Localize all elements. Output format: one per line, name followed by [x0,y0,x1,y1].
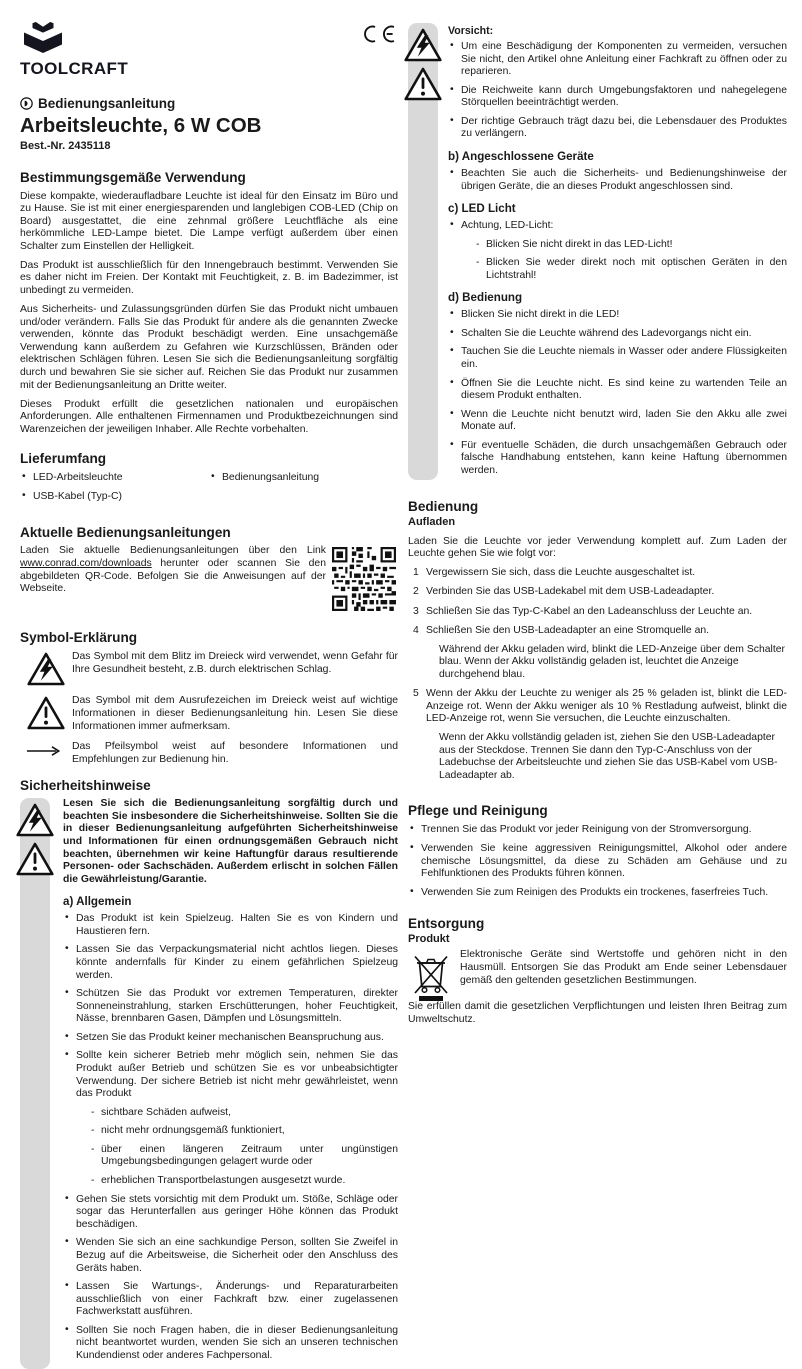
right-column [408,14,787,1033]
heading-connected-devices: b) Angeschlossene Geräte [448,150,594,164]
heading-led-light: c) LED Licht [448,202,516,216]
weee-crossed-bin-icon [408,949,460,1001]
list-item: • Gehen Sie stets vorsichtig mit dem Produkt um. Stöße, Schläge oder sogar das Herunterfallen aus geringer Höhe können das Produkt beschädigen. [63,1194,398,1232]
list-item: • Verwenden Sie keine aggressiven Reinigungsmittel, Alkohol oder andere chemische Lösungsmittel, da diese zu Schäden am Gehäuse und zu Fehlfunktionen des Produkts führen können. [408,843,787,881]
symbol-item [20,695,398,733]
caution-heading: Vorsicht: [448,25,494,37]
list-item: • Die Reichweite kann durch Umgebungsfaktoren und nahegelegene Störquellen beeinträchtigt werden. [448,85,787,110]
step-number: 1 [413,567,419,579]
list-item-text: Achtung, LED-Licht: [461,220,554,232]
list-item: • Lassen Sie das Verpackungsmaterial nicht achtlos liegen. Dieses könnte andernfalls für Kinder zu einem gefährlichen Spielzeug werden. [63,944,398,982]
list-item: • Setzen Sie das Produkt keiner mechanischen Beanspruchung aus. [63,1032,398,1045]
doc-type-label: Bedienungsanleitung [38,96,176,111]
qr-code [332,547,396,611]
step-item [408,567,787,580]
step-number: 2 [413,586,419,598]
step-text-inline: Wenn der Akku der Leuchte zu weniger als 25 % geladen ist, blinkt die LED-Anzeige rot. Wenn der Akku weniger als 10 % Restladung aufweist, blinkt die LED-Anzeige rot, wenn Sie versuchen, die Leuchte einzuschalten. [426,687,787,725]
step-number: 3 [413,605,419,617]
list-item: • Verwenden Sie zum Reinigen des Produkts ein trockenes, faserfreies Tuch. [408,887,787,900]
safety-intro: Lesen Sie sich die Bedienungsanleitung sorgfältig durch und beachten Sie insbesondere die Sicherheitshinweise. Sollten Sie die in dieser Bedienungsanleitung aufgeführten Sicherheitshinweise und Informationen für einen ordnungsgemäßen Gebrauch nicht beachten, übernehmen wir keine Haftungfür daraus resultierende Personen- oder Sachschäden. Außerdem erlischt in solchen Fällen die Gewährleistung/Garantie. [63,798,398,885]
arrow-right-icon [20,741,72,766]
step-number: 5 [413,687,419,699]
step-item [408,625,787,682]
step-text: Verbinden Sie das USB-Ladekabel mit dem USB-Ladeadapter. [426,586,715,598]
list-item: • Um eine Beschädigung der Komponenten zu vermeiden, versuchen Sie nicht, den Artikel ohne Anleitung einer Fachkraft zu öffnen oder zu reparieren. [448,41,787,79]
manuals-text-pre: Laden Sie aktuelle Bedienungsanleitungen über den Link [20,545,326,557]
disposal-text: Elektronische Geräte sind Wertstoffe und gehören nicht in den Hausmüll. Entsorgen Sie das Produkt am Ende seiner Lebensdauer gemäß den geltenden gesetzlichen Bestimmungen. [460,949,787,986]
delivery-col-1 [20,472,209,509]
disposal-row [408,949,787,1001]
step-number: 4 [413,624,419,636]
manuals-paragraph [20,545,326,595]
step-item [408,688,787,783]
list-item: • Schalten Sie die Leuchte während des Ladevorgangs nicht ein. [448,328,787,341]
exclamation-triangle-icon [20,695,72,733]
page-title: Arbeitsleuchte, 6 W COB [20,114,262,137]
step-text [426,625,787,682]
heading-general: a) Allgemein [63,895,132,909]
disposal-closing: Sie erfüllen damit die gesetzlichen Verpflichtungen und leisten Ihren Beitrag zum Umweltschutz. [408,1001,787,1026]
sub-list-item: - sichtbare Schäden aufweist, [88,1107,398,1120]
heading-delivery: Lieferumfang [20,451,107,467]
step-text [426,688,787,783]
step-note: Wenn der Akku vollständig geladen ist, ziehen Sie den USB-Ladeadapter aus der Steckdose. Trennen Sie dann den Typ-C-Anschluss von der Ladebuchse der Arbeitsleuchte und ziehen Sie das USB-Kabel vom USB-Ladeadapter ab. [439,732,778,781]
caution-content [448,23,787,480]
heading-operation-safety: d) Bedienung [448,291,523,305]
lightning-triangle-icon [403,27,443,63]
list-item: • Beachten Sie auch die Sicherheits- und Bedienungshinweise der übrigen Geräte, die an dieses Produkt angeschlossen sind. [448,168,787,193]
symbol-text: Das Symbol mit dem Blitz im Dreieck wird verwendet, wenn Gefahr für Ihre Gesundheit besteht, z.B. durch elektrischen Schlag. [72,651,398,675]
list-item: • Öffnen Sie die Leuchte nicht. Es sind keine zu wartenden Teile an diesem Produkt enthalten. [448,378,787,403]
list-item: • Das Produkt ist kein Spielzeug. Halten Sie es von Kindern und Haustieren fern. [63,913,398,938]
usage-paragraph: Das Produkt ist ausschließlich für den Innengebrauch bestimmt. Verwenden Sie es daher nicht im Freien. Der Kontakt mit Feuchtigkeit, z. B. im Badezimmer, ist unbedingt zu vermeiden. [20,259,398,297]
lightning-triangle-icon [15,802,55,838]
step-item [408,606,787,619]
usage-paragraph: Dieses Produkt erfüllt die gesetzlichen nationalen und europäischen Anforderungen. Alle enthaltenen Firmennamen und Produktbezeichnungen sind Warenzeichen der jeweiligen Inhaber. Alle Rechte vorbehalten. [20,398,398,435]
delivery-list [20,472,398,509]
sub-list-item: - Blicken Sie weder direkt noch mit optischen Geräten in den Lichtstrahl! [473,257,787,282]
heading-disposal-product: Produkt [408,933,450,946]
sub-list-item: - über einen längeren Zeitraum unter ungünstigen Umgebungsbedingungen gelagert wurde oder [88,1144,398,1169]
heading-manuals: Aktuelle Bedienungsanleitungen [20,524,231,540]
sub-list-item: - nicht mehr ordnungsgemäß funktioniert, [88,1125,398,1138]
brand-name: TOOLCRAFT [20,59,129,78]
caution-block [408,23,787,480]
safety-content [63,798,398,1368]
manuals-box [20,545,398,615]
list-item [448,220,787,282]
doc-type-row [20,96,398,111]
list-item: • Wenn die Leuchte nicht benutzt wird, laden Sie den Akku alle zwei Monate auf. [448,409,787,434]
conrad-downloads-link[interactable]: www.conrad.com/downloads [20,558,152,570]
list-item: • Trennen Sie das Produkt vor jeder Reinigung von der Stromversorgung. [408,824,787,837]
safety-gray-bar [20,798,50,1368]
lightning-triangle-icon [20,651,72,687]
operation-intro: Laden Sie die Leuchte vor jeder Verwendung komplett auf. Zum Laden der Leuchte gehen Sie wie folgt vor: [408,535,787,560]
caution-gray-bar [408,23,438,480]
safety-block [20,798,398,1368]
symbol-text: Das Pfeilsymbol weist auf besondere Informationen und Empfehlungen zur Bedienung hin. [72,741,398,765]
step-text-inline: Schließen Sie den USB-Ladeadapter an eine Stromquelle an. [426,624,710,636]
list-item: • Tauchen Sie die Leuchte niemals in Wasser oder andere Flüssigkeiten ein. [448,346,787,371]
heading-symbols: Symbol-Erklärung [20,630,138,646]
sub-list-item: - Blicken Sie nicht direkt in das LED-Licht! [473,239,787,252]
list-item: • Der richtige Gebrauch trägt dazu bei, die Lebensdauer des Produktes zu verlängern. [448,116,787,141]
step-note: Während der Akku geladen wird, blinkt die LED-Anzeige über dem Schalter blau. Wenn der Akku vollständig geladen ist, leuchtet die Anzeige durchgehend blau. [439,643,785,680]
list-item-text: Sollte kein sicherer Betrieb mehr möglich sein, nehmen Sie das Produkt außer Betrieb und schützen Sie es vor unbeabsichtigter Verwendung. Der sichere Betrieb ist nicht mehr gewährleistet, wenn das Produkt [76,1050,398,1100]
led-sub-list [473,239,787,283]
list-item: • LED-Arbeitsleuchte [20,472,209,485]
toolcraft-cube-icon [20,18,66,58]
usage-paragraph: Aus Sicherheits- und Zulassungsgründen dürfen Sie das Produkt nicht umbauen und/oder verändern. Falls Sie das Produkt für andere als die genannten Zwecke verwenden, könnte das Produkt beschädigt werden. Eine unsachgemäße Verwendung kann außerdem zu Gefahren wie Kurzschlüssen, Bränden oder elektrischen Schlägen führen. Lesen Sie sich die Bedienungsanleitung sorgfältig durch und bewahren Sie sie sicher auf. Reichen Sie das Produkt nur zusammen mit der Bedienungsanleitung an Dritte weiter. [20,304,398,391]
exclamation-triangle-icon [15,841,55,877]
step-item [408,586,787,599]
heading-safety: Sicherheitshinweise [20,778,151,794]
list-item: • Sollten Sie noch Fragen haben, die in dieser Bedienungsanleitung nicht beantwortet wurden, wenden Sie sich an unseren technischen Kundendienst oder anderes Fachpersonal. [63,1325,398,1363]
condition-sub-list [88,1107,398,1188]
order-number: Best.-Nr. 2435118 [20,139,111,152]
exclamation-triangle-icon [403,66,443,102]
heading-operation: Bedienung [408,498,479,514]
symbol-item [20,651,398,687]
list-item: • Lassen Sie Wartungs-, Änderungs- und Reparaturarbeiten ausschließlich von einer Fachkraft bzw. einer zugelassenen Fachwerkstatt ausführen. [63,1281,398,1319]
list-item: • Wenden Sie sich an eine sachkundige Person, sollten Sie Zweifel in Bezug auf die Arbeitsweise, die Sicherheit oder den Anschluss des Geräts haben. [63,1237,398,1275]
sub-list-item: - erheblichen Transportbelastungen ausgesetzt wurde. [88,1175,398,1188]
usage-paragraph: Diese kompakte, wiederaufladbare Leuchte ist ideal für den Einsatz im Büro und zu Hause. Sie ist mit einer energiesparenden und langlebigen COB-LED (Chip on Board) ausgestattet, die eine zehnmal größere Leuchtfläche als eine herkömmliche LED-Lampe bietet. Die Lampe verfügt außerdem über einen Schalter zum Einstellen der Helligkeit. [20,190,398,252]
heading-usage: Bestimmungsgemäße Verwendung [20,169,246,185]
list-item: • Blicken Sie nicht direkt in die LED! [448,309,787,322]
list-item [63,1050,398,1187]
brand-logo [20,18,398,79]
left-column [20,14,398,1369]
list-item: • Schützen Sie das Produkt vor extremen Temperaturen, direkter Sonneneinstrahlung, starken Erschütterungen, hoher Feuchtigkeit, Nässe, brennbaren Gasen, Dämpfen und Lösungsmitteln. [63,988,398,1026]
list-item: • USB-Kabel (Typ-C) [20,491,209,504]
heading-disposal: Entsorgung [408,916,485,932]
heading-charging: Aufladen [408,515,456,528]
list-item: • Für eventuelle Schäden, die durch unsachgemäßen Gebrauch oder falsche Handhabung entstehen, kann keine Haftung übernommen werden. [448,440,787,478]
delivery-col-2 [209,472,398,509]
step-text: Schließen Sie das Typ-C-Kabel an den Ladeanschluss der Leuchte an. [426,605,753,617]
ce-mark-icon [362,24,398,44]
list-item: • Bedienungsanleitung [209,472,398,485]
step-text: Vergewissern Sie sich, dass die Leuchte ausgeschaltet ist. [426,567,696,579]
heading-care: Pflege und Reinigung [408,803,548,819]
manuals-text-post: herunter oder scannen Sie den abgebildeten QR-Code. Befolgen Sie die Anweisungen auf der Webseite. [20,558,326,595]
symbol-text: Das Symbol mit dem Ausrufezeichen im Dreieck weist auf wichtige Informationen in dieser Bedienungsanleitung hin. Lesen Sie diese Informationen immer aufmerksam. [72,695,398,732]
symbol-item [20,741,398,766]
manual-circle-icon [20,97,33,110]
